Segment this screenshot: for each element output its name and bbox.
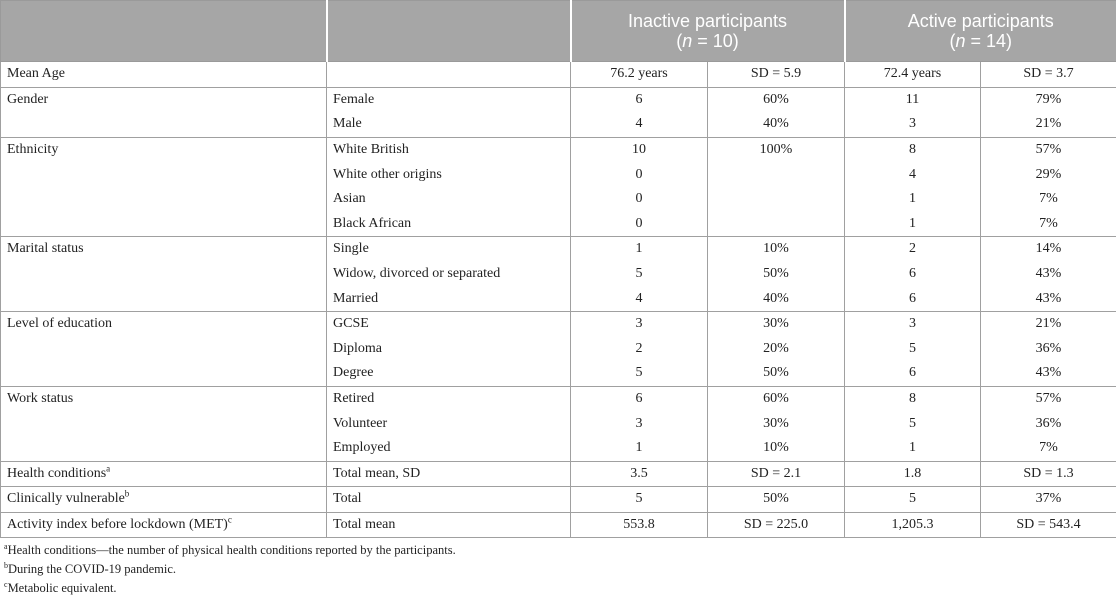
footnote-text: Health conditions—the number of physical health conditions reported by the participants. [7, 543, 456, 557]
table-footnotes [4, 541, 456, 598]
header-inactive-participants: Inactive participants (n = 10) [571, 1, 845, 62]
table-row [1, 461, 1116, 487]
active-value: 1 [845, 212, 981, 237]
header-blank-variable [1, 1, 327, 62]
row-label-text: Activity index before lockdown (MET) [7, 516, 228, 532]
inactive-stat: 10% [708, 237, 845, 262]
row-label: Work status [1, 386, 327, 461]
active-stat: 57% [981, 386, 1116, 411]
inactive-value: 0 [571, 162, 708, 187]
table-row [1, 386, 1116, 411]
active-value: 5 [845, 337, 981, 362]
active-value: 1 [845, 436, 981, 461]
active-value: 6 [845, 286, 981, 311]
active-value: 3 [845, 311, 981, 336]
active-stat: 43% [981, 262, 1116, 287]
row-label [1, 461, 327, 487]
inactive-value: 553.8 [571, 512, 708, 538]
row-subcategory: Married [327, 286, 571, 311]
row-subcategory: White British [327, 137, 571, 162]
footnote-marker: b [124, 488, 130, 499]
inactive-value: 6 [571, 386, 708, 411]
row-subcategory: Retired [327, 386, 571, 411]
active-value: 11 [845, 87, 981, 112]
table-row [1, 311, 1116, 336]
active-stat: SD = 1.3 [981, 461, 1116, 487]
header-inactive-n-var: n [682, 31, 693, 51]
row-subcategory: White other origins [327, 162, 571, 187]
inactive-stat: 30% [708, 311, 845, 336]
active-value: 1.8 [845, 461, 981, 487]
inactive-value: 6 [571, 87, 708, 112]
active-stat: 79% [981, 87, 1116, 112]
inactive-value: 10 [571, 137, 708, 162]
active-value: 72.4 years [845, 62, 981, 88]
inactive-stat: 50% [708, 487, 845, 513]
active-stat: 14% [981, 237, 1116, 262]
inactive-stat: 50% [708, 361, 845, 386]
inactive-stat: 40% [708, 286, 845, 311]
active-value: 1 [845, 187, 981, 212]
inactive-value: 76.2 years [571, 62, 708, 88]
inactive-stat: 60% [708, 386, 845, 411]
active-value: 6 [845, 361, 981, 386]
footnote [4, 541, 456, 560]
active-stat: 43% [981, 286, 1116, 311]
footnote-text: During the COVID-19 pandemic. [8, 562, 177, 576]
active-value: 8 [845, 137, 981, 162]
active-stat: SD = 3.7 [981, 62, 1116, 88]
inactive-value: 0 [571, 212, 708, 237]
row-subcategory: Male [327, 112, 571, 137]
table-row [1, 137, 1116, 162]
header-active-n-var: n [955, 31, 966, 51]
active-value: 4 [845, 162, 981, 187]
footnote [4, 579, 456, 598]
active-value: 5 [845, 487, 981, 513]
inactive-value: 1 [571, 237, 708, 262]
table-row [1, 512, 1116, 538]
inactive-value: 1 [571, 436, 708, 461]
row-subcategory: Asian [327, 187, 571, 212]
active-stat: 7% [981, 187, 1116, 212]
inactive-value: 0 [571, 187, 708, 212]
table-row [1, 87, 1116, 112]
row-subcategory: Degree [327, 361, 571, 386]
header-inactive-n-rest: = 10) [692, 31, 739, 51]
inactive-value: 4 [571, 286, 708, 311]
row-label: Marital status [1, 237, 327, 312]
active-stat: 43% [981, 361, 1116, 386]
active-value: 6 [845, 262, 981, 287]
active-value: 2 [845, 237, 981, 262]
row-label-text: Health conditions [7, 465, 107, 481]
inactive-value: 2 [571, 337, 708, 362]
inactive-stat: 40% [708, 112, 845, 137]
active-value: 5 [845, 411, 981, 436]
table-row [1, 487, 1116, 513]
inactive-stat: 60% [708, 87, 845, 112]
row-subcategory: Single [327, 237, 571, 262]
row-subcategory: Female [327, 87, 571, 112]
active-value: 3 [845, 112, 981, 137]
inactive-stat [708, 162, 845, 187]
active-stat: 7% [981, 212, 1116, 237]
inactive-value: 5 [571, 262, 708, 287]
inactive-stat: 10% [708, 436, 845, 461]
inactive-stat: 20% [708, 337, 845, 362]
header-active-participants: Active participants (n = 14) [845, 1, 1116, 62]
row-subcategory: Total [327, 487, 571, 513]
row-label: Ethnicity [1, 137, 327, 236]
row-subcategory: Black African [327, 212, 571, 237]
active-stat: 21% [981, 311, 1116, 336]
row-subcategory: Total mean [327, 512, 571, 538]
inactive-value: 3.5 [571, 461, 708, 487]
table-header-row [1, 1, 1116, 62]
active-stat: 37% [981, 487, 1116, 513]
active-value: 1,205.3 [845, 512, 981, 538]
inactive-stat: 30% [708, 411, 845, 436]
active-value: 8 [845, 386, 981, 411]
footnote-marker: c [227, 514, 232, 525]
inactive-value: 3 [571, 311, 708, 336]
row-label: Mean Age [1, 62, 327, 88]
active-stat: 36% [981, 337, 1116, 362]
active-stat: 36% [981, 411, 1116, 436]
inactive-stat: SD = 2.1 [708, 461, 845, 487]
row-subcategory: Diploma [327, 337, 571, 362]
row-label [1, 487, 327, 513]
header-blank-category [327, 1, 571, 62]
inactive-value: 5 [571, 487, 708, 513]
inactive-stat: 100% [708, 137, 845, 162]
footnote-mark: b [4, 560, 8, 570]
row-subcategory: Volunteer [327, 411, 571, 436]
active-stat: 7% [981, 436, 1116, 461]
header-active-label: Active participants [907, 11, 1054, 31]
inactive-value: 3 [571, 411, 708, 436]
row-label: Gender [1, 87, 327, 137]
inactive-stat: SD = 225.0 [708, 512, 845, 538]
footnote [4, 560, 456, 579]
row-subcategory: Total mean, SD [327, 461, 571, 487]
active-stat: 57% [981, 137, 1116, 162]
row-subcategory: Widow, divorced or separated [327, 262, 571, 287]
active-stat: 29% [981, 162, 1116, 187]
footnote-mark: c [4, 579, 8, 589]
inactive-stat: 50% [708, 262, 845, 287]
table-row [1, 62, 1116, 88]
footnote-text: Metabolic equivalent. [7, 581, 117, 595]
inactive-stat [708, 187, 845, 212]
inactive-value: 5 [571, 361, 708, 386]
inactive-stat [708, 212, 845, 237]
footnote-mark: a [4, 541, 8, 551]
row-subcategory: GCSE [327, 311, 571, 336]
row-label: Level of education [1, 311, 327, 386]
active-stat: SD = 543.4 [981, 512, 1116, 538]
header-inactive-label: Inactive participants [627, 11, 788, 31]
footnote-marker: a [106, 463, 111, 474]
table-row [1, 237, 1116, 262]
row-subcategory [327, 62, 571, 88]
inactive-stat: SD = 5.9 [708, 62, 845, 88]
active-stat: 21% [981, 112, 1116, 137]
row-subcategory: Employed [327, 436, 571, 461]
header-active-n-rest: = 14) [965, 31, 1013, 51]
row-label-text: Clinically vulnerable [7, 491, 125, 507]
inactive-value: 4 [571, 112, 708, 137]
row-label [1, 512, 327, 538]
